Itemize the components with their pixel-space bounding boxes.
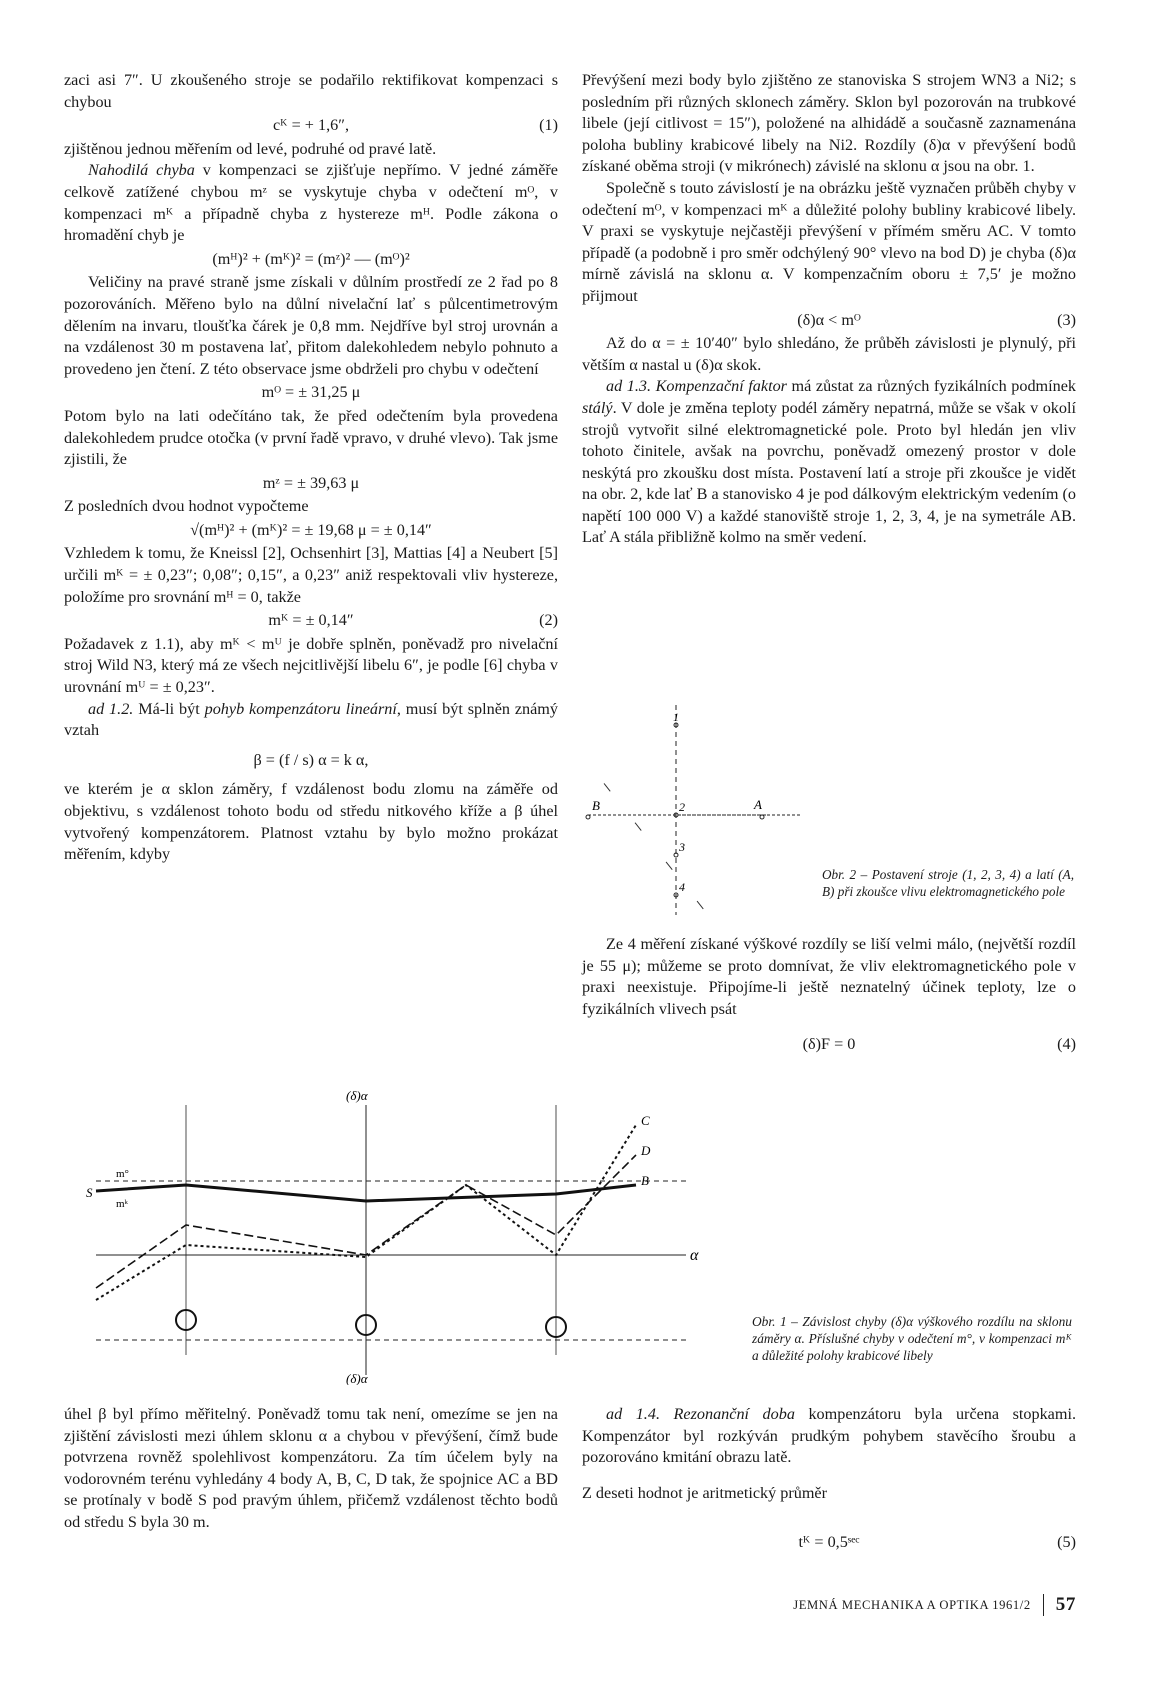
paragraph: Z deseti hodnot je aritmetický průměr xyxy=(582,1483,827,1502)
equation-7: β = (f / s) α = k α, xyxy=(253,750,369,769)
paragraph: Až do α = ± 10′40″ bylo shledáno, že průběh závislosti je plynulý, při větším α nastal u (δ)α skok. xyxy=(582,334,1076,374)
paragraph: Z posledních dvou hodnot vypočteme xyxy=(64,497,309,516)
equation-5r: tᴷ = 0,5ˢᵉᶜ (5) xyxy=(582,1532,1076,1554)
curve-label-s: S xyxy=(86,1185,93,1200)
equation-2: (mᴴ)² + (mᴷ)² = (mᶻ)² — (mᴼ)² xyxy=(212,249,410,268)
equation-number: (4) xyxy=(1057,1035,1076,1054)
label-a: A xyxy=(754,797,762,812)
paragraph: Veličiny na pravé straně jsme získali v důlním prostředí ze 2 řad po 8 pozorováních. Měřeno bylo na důlní nivelační lať s půlcentimetrovým dělením na invaru, tloušťka čárek je 0,8 mm. Nejdříve byl stroj urovnán a na vzdálenost 30 m postavena lať, přitom dalekohledem nebylo pohnuto a provedeno jen čtení. Z této observace jsme obdrželi pro chybu v odečtení xyxy=(64,273,558,378)
label-station-4: 4 xyxy=(679,880,685,894)
equation-3: mᴼ = ± 31,25 μ xyxy=(261,383,361,402)
rod-a-mark xyxy=(760,815,764,819)
equation-5: √(mᴴ)² + (mᴷ)² = ± 19,68 μ = ± 0,14″ xyxy=(190,520,432,539)
paragraph: Potom bylo na lati odečítáno tak, že před odečtením byla provedena dalekohledem prudce otočka (v první řadě vpravo, v druhé vlevo). Tak jsme zjistili, že xyxy=(64,406,558,469)
bottom-axis-label: (δ)α xyxy=(346,1371,368,1385)
paragraph: Požadavek z 1.1), aby mᴷ < mᵁ je dobře splněn, poněvadž pro nivelační stroj Wild N3, který má ze všech nejcitlivější libelu 6″, je podle [6] chyba v urovnání mᵁ = ± 0,23″. xyxy=(64,634,558,697)
paragraph: Převýšení mezi body bylo zjištěno ze stanoviska S strojem WN3 a Ni2; s posledním při různých sklonech záměry. Sklon byl pozorován na trubkové libele (její citlivost = 15″), položené na alhidádě a současně zaznamenána poloha bubliny krabicové libely na Ni2. Rozdíly (δ)α v převýšení bodů získané oběma stroji (v mikrónech) závislé na sklonu α jsou na obr. 1. xyxy=(582,71,1076,176)
figure-1-caption: Obr. 1 – Závislost chyby (δ)α výškového rozdílu na sklonu záměry α. Příslušné chyby v odečtení m°, v kompenzaci mᴷ a důležité polohy krabicové libely xyxy=(752,1314,1072,1363)
curve-label-b: B xyxy=(641,1173,649,1188)
bottom-left-column xyxy=(64,1404,558,1534)
paragraph: ad 1.3. Kompenzační faktor má zůstat za různých fyzikálních podmínek stálý. V dole je změna teploty podél záměry nepatrná, může se však v okolí strojů vytvořit silné elektromagnetické pole. Proto byl hledán jen vliv tohoto činitele, avšak na povrchu, poněvadž omezený prostor v dole neskýtá pro zkoušku dost místa. Postavení latí a stroje při zkoušce je vidět na obr. 2, kde lať B a stanovisko 4 je pod dálkovým elektrickým vedením (o napětí 100 000 V) a každé stanoviště stroje 1, 2, 3, 4, je na symetrále AB. Lať A stála přibližně kolmo na směr vedení. xyxy=(582,377,1077,547)
equation-6: mᴷ = ± 0,14″ (2) xyxy=(64,610,558,632)
journal-name: JEMNÁ MECHANIKA A OPTIKA 1961/2 xyxy=(793,1597,1031,1612)
paragraph: ad 1.4. Rezonanční doba kompenzátoru byla určena stopkami. Kompenzátor byl rozkýván prudkým pohybem stavěcího šroubu a pozorováno kmitání obrazu latě. xyxy=(582,1405,1077,1467)
label-station-3: 3 xyxy=(679,840,685,854)
paragraph: zaci asi 7″. U zkoušeného stroje se podařilo rektifikovat kompenzaci s chybou xyxy=(64,71,558,111)
level-label-m0: m° xyxy=(116,1168,129,1180)
alpha-axis-label: α xyxy=(690,1247,699,1264)
top-axis-label: (δ)α xyxy=(346,1088,368,1103)
page-number: 57 xyxy=(1043,1594,1076,1616)
left-column xyxy=(64,70,558,866)
equation-number: (1) xyxy=(539,116,558,135)
right-column xyxy=(582,70,1076,549)
equation-4r: (δ)F = 0 (4) xyxy=(582,1034,1076,1056)
power-line xyxy=(582,705,712,920)
equation-number: (2) xyxy=(539,611,558,630)
paragraph: Ze 4 měření získané výškové rozdíly se liší velmi málo, (největší rozdíl je 55 μ); můžeme se proto domnívat, že vliv elektromagnetického pole v praxi neexistuje. Připojíme-li ještě neznatelný účinek teploty, lze o fyzikálních vlivech psát xyxy=(582,935,1076,1018)
paragraph: ad 1.2. Má-li být pohyb kompenzátoru lineární, musí být splněn známý vztah xyxy=(64,699,558,740)
paragraph: Společně s touto závislostí je na obrázku ještě vyznačen průběh chyby v odečtení mᴼ, v kompenzaci mᴷ a důležité polohy bubliny krabicové libely. V praxi se vyskytuje nejčastěji převýšení v přímém směru AC. V tomto případě (a podobně i pro směr odchýlený 90° vlevo na bod D) je chyba (δ)α mírně závislá na sklonu α. V kompenzačním oboru ± 7,5′ je možno přijmout xyxy=(582,178,1076,305)
equation-4: mᶻ = ± 39,63 μ xyxy=(262,473,360,492)
label-b: B xyxy=(592,798,600,813)
label-station-2: 2 xyxy=(679,800,685,814)
equation-number: (3) xyxy=(1057,310,1076,329)
bottom-right-column xyxy=(582,1404,1076,1556)
paragraph: úhel β byl přímo měřitelný. Poněvadž tomu tak není, omezíme se jen na zjištění závislosti mezi úhlem sklonu α a chybou v převýšení, čímž bude potvrzena rovněž spolehlivost kompenzátoru. Za tím účelem byly na vodorovném terénu vyhledány 4 body A, B, C, D tak, že spojnice AC a BD se protínaly v bodě S pod pravým úhlem, přičemž vzdálenost těchto bodů od středu S byla 30 m. xyxy=(64,1405,558,1531)
equation-number: (5) xyxy=(1057,1533,1076,1552)
paragraph: Nahodilá chyba v kompenzaci se zjišťuje nepřímo. V jedné záměře celkově zatížené chybou mᶻ se vyskytuje chyba v odečtení mᴼ, v kompenzaci mᴷ a případně chyba z hystereze mᴴ. Podle zákona o hromadění chyb je xyxy=(64,161,558,245)
right-column-continued xyxy=(582,934,1076,1058)
equation-1: cᴷ = + 1,6″, (1) xyxy=(64,115,558,137)
italic-term: Nahodilá chyba xyxy=(88,161,195,180)
paragraph: zjištěnou jednou měřením od levé, podruhé od pravé latě. xyxy=(64,139,437,158)
paragraph: Vzhledem k tomu, že Kneissl [2], Ochsenhirt [3], Mattias [4] a Neubert [5] určili mᴷ = ± 0,23″; 0,08″; 0,15″, a 0,23″ aniž respektovali vliv hystereze, položíme pro srovnání mᴴ = 0, takže xyxy=(64,544,558,606)
figure-1-chart xyxy=(86,1085,726,1385)
equation-3r: (δ)α < mᴼ (3) xyxy=(582,310,1076,332)
rod-b-mark xyxy=(586,815,590,819)
figure-2-caption: Obr. 2 – Postavení stroje (1, 2, 3, 4) a latí (A, B) při zkoušce vlivu elektromagnetického pole xyxy=(822,867,1074,899)
paragraph: ve kterém je α sklon záměry, f vzdálenost bodu zlomu na záměře od objektivu, s vzdálenost tohoto bodu od středu nitkového kříže a β úhel vytvořený kompenzátorem. Platnost vztahu by bylo možno prokázat měřením, kdyby xyxy=(64,780,558,864)
curve-label-d: D xyxy=(641,1143,651,1158)
level-label-mk: mᵏ xyxy=(116,1198,129,1210)
page-footer xyxy=(760,1594,1076,1616)
curve-label-c: C xyxy=(641,1113,650,1128)
label-station-1: 1 xyxy=(673,710,679,724)
